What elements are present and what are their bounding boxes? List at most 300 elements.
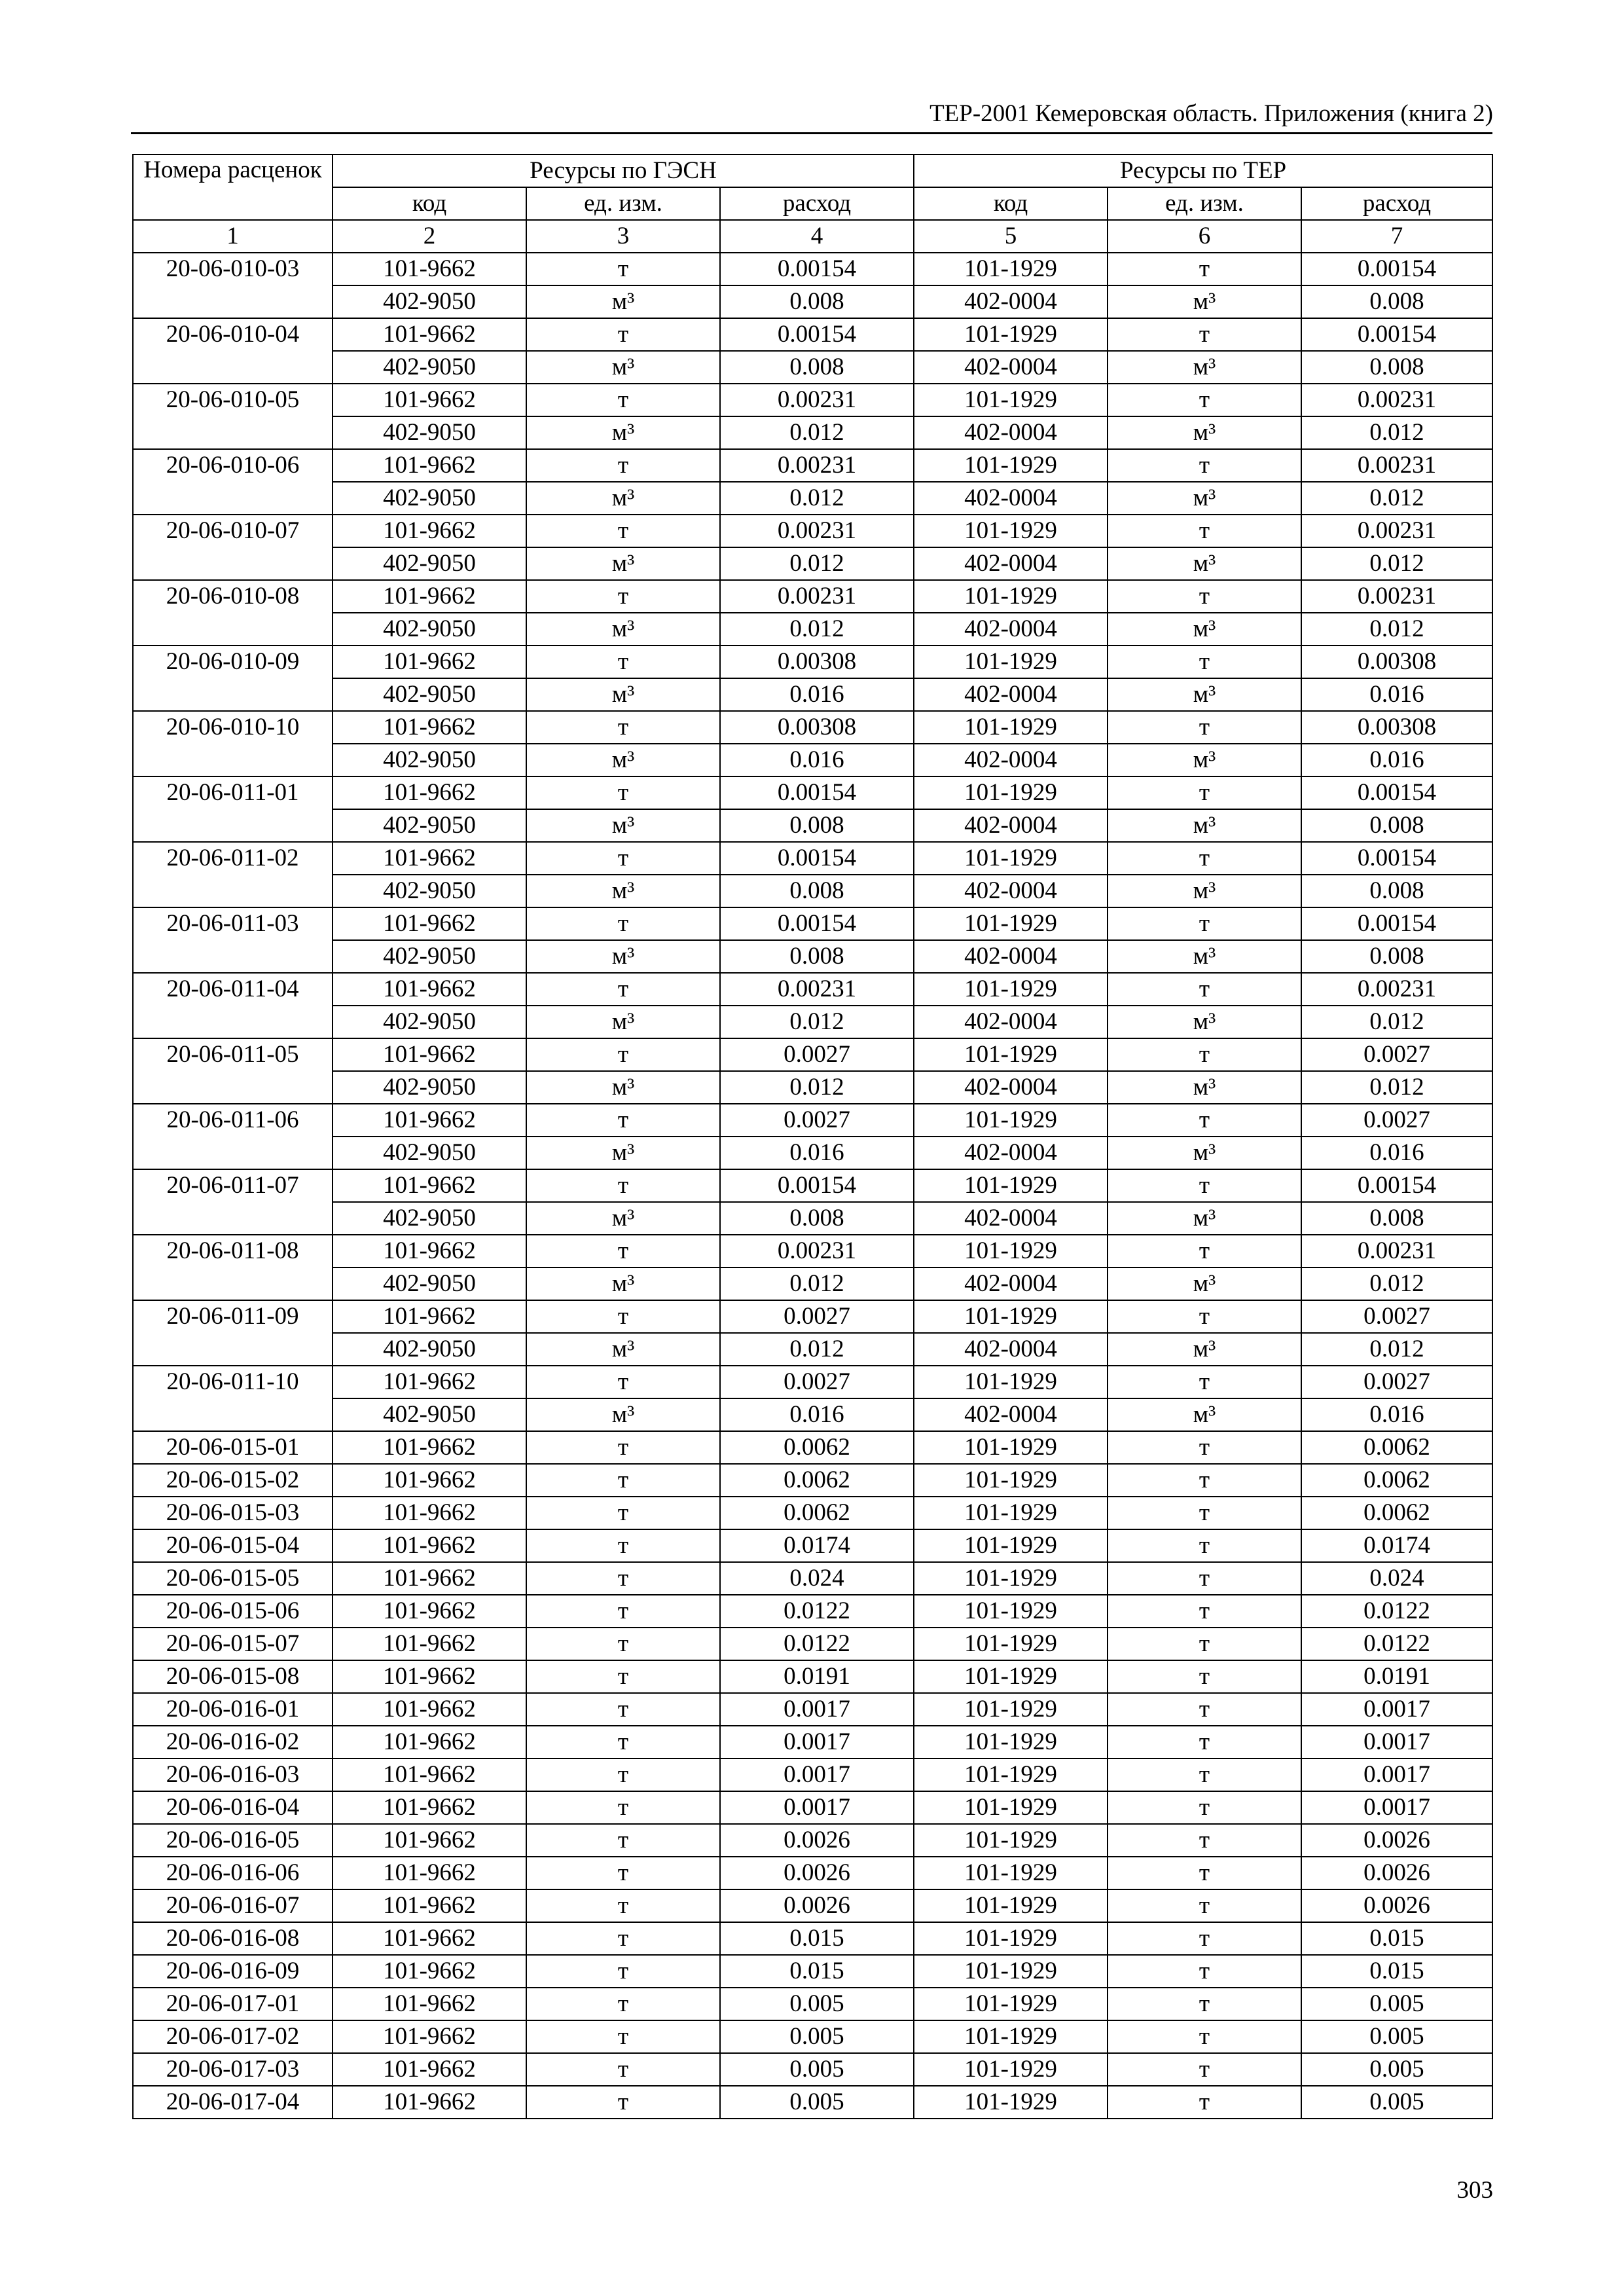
ter-unit-cell: т <box>1108 1791 1301 1824</box>
ter-unit-cell: т <box>1108 1104 1301 1137</box>
ter-consumption-cell: 0.008 <box>1301 875 1492 907</box>
ter-code-cell: 101-1929 <box>914 515 1108 547</box>
gesn-consumption-cell: 0.005 <box>720 2020 914 2053</box>
ter-consumption-cell: 0.0062 <box>1301 1464 1492 1497</box>
ter-consumption-cell: 0.00154 <box>1301 318 1492 351</box>
ter-unit-cell: м³ <box>1108 1071 1301 1104</box>
ter-unit-cell: т <box>1108 1824 1301 1857</box>
head-row-1 <box>133 155 1492 187</box>
table-row <box>133 449 1492 482</box>
gesn-consumption-cell: 0.00154 <box>720 842 914 875</box>
gesn-consumption-cell: 0.024 <box>720 1562 914 1595</box>
gesn-consumption-cell: 0.0017 <box>720 1791 914 1824</box>
ter-code-cell: 101-1929 <box>914 842 1108 875</box>
gesn-unit-cell: т <box>526 384 720 416</box>
table-row <box>133 1333 1492 1366</box>
ter-code-cell: 101-1929 <box>914 1824 1108 1857</box>
ter-code-cell: 101-1929 <box>914 1431 1108 1464</box>
ter-code-cell: 101-1929 <box>914 1595 1108 1628</box>
gesn-consumption-cell: 0.008 <box>720 940 914 973</box>
gesn-unit-cell: м³ <box>526 547 720 580</box>
gesn-code-cell: 101-9662 <box>333 1726 526 1758</box>
gesn-unit-cell: м³ <box>526 1398 720 1431</box>
gesn-consumption-cell: 0.0017 <box>720 1693 914 1726</box>
rate-number-cell: 20-06-010-07 <box>133 515 333 580</box>
table-row <box>133 1562 1492 1595</box>
gesn-code-cell: 101-9662 <box>333 2020 526 2053</box>
ter-consumption-cell: 0.0017 <box>1301 1693 1492 1726</box>
ter-unit-cell: м³ <box>1108 1006 1301 1038</box>
gesn-consumption-cell: 0.005 <box>720 1988 914 2020</box>
table-row <box>133 973 1492 1006</box>
ter-unit-cell: т <box>1108 1235 1301 1267</box>
ter-code-cell: 101-1929 <box>914 384 1108 416</box>
table-row <box>133 907 1492 940</box>
ter-unit-cell: т <box>1108 1857 1301 1889</box>
table-row <box>133 1922 1492 1955</box>
ter-unit-cell: т <box>1108 842 1301 875</box>
ter-consumption-cell: 0.016 <box>1301 744 1492 776</box>
ter-unit-cell: т <box>1108 1660 1301 1693</box>
ter-unit-cell: т <box>1108 1431 1301 1464</box>
table-row <box>133 2053 1492 2086</box>
gesn-code-cell: 402-9050 <box>333 1006 526 1038</box>
ter-consumption-cell: 0.008 <box>1301 351 1492 384</box>
rate-number-cell: 20-06-011-07 <box>133 1169 333 1235</box>
ter-code-cell: 101-1929 <box>914 1628 1108 1660</box>
ter-consumption-cell: 0.012 <box>1301 547 1492 580</box>
gesn-code-cell: 402-9050 <box>333 1137 526 1169</box>
table-row <box>133 1857 1492 1889</box>
rate-number-cell: 20-06-011-04 <box>133 973 333 1038</box>
gesn-unit-cell: т <box>526 907 720 940</box>
ter-consumption-cell: 0.0017 <box>1301 1758 1492 1791</box>
ter-consumption-cell: 0.00154 <box>1301 1169 1492 1202</box>
gesn-code-cell: 402-9050 <box>333 547 526 580</box>
ter-consumption-cell: 0.0027 <box>1301 1104 1492 1137</box>
gesn-code-cell: 101-9662 <box>333 711 526 744</box>
gesn-code-cell: 101-9662 <box>333 2053 526 2086</box>
header-rule <box>131 132 1492 134</box>
table-row <box>133 1006 1492 1038</box>
table-body <box>133 253 1492 2119</box>
gesn-code-cell: 101-9662 <box>333 1562 526 1595</box>
rate-number-cell: 20-06-015-08 <box>133 1660 333 1693</box>
ter-code-cell: 402-0004 <box>914 744 1108 776</box>
ter-consumption-cell: 0.008 <box>1301 285 1492 318</box>
gesn-unit-cell: т <box>526 2053 720 2086</box>
table-row <box>133 482 1492 515</box>
ter-unit-cell: т <box>1108 2020 1301 2053</box>
table-row <box>133 613 1492 646</box>
ter-consumption-cell: 0.015 <box>1301 1922 1492 1955</box>
gesn-unit-cell: т <box>526 1300 720 1333</box>
table-row <box>133 1071 1492 1104</box>
table-row <box>133 2086 1492 2119</box>
gesn-consumption-cell: 0.016 <box>720 744 914 776</box>
table-row <box>133 1398 1492 1431</box>
ter-consumption-cell: 0.012 <box>1301 482 1492 515</box>
ter-unit-cell: м³ <box>1108 678 1301 711</box>
table-head <box>133 155 1492 253</box>
gesn-code-cell: 101-9662 <box>333 776 526 809</box>
gesn-unit-cell: т <box>526 1169 720 1202</box>
ter-unit-cell: т <box>1108 449 1301 482</box>
gesn-unit-cell: т <box>526 1235 720 1267</box>
ter-unit-cell: т <box>1108 1497 1301 1529</box>
gesn-unit-cell: м³ <box>526 1333 720 1366</box>
rate-number-cell: 20-06-015-03 <box>133 1497 333 1529</box>
table-row <box>133 1758 1492 1791</box>
col-number: 5 <box>914 220 1108 253</box>
ter-consumption-cell: 0.00231 <box>1301 580 1492 613</box>
rate-number-cell: 20-06-015-07 <box>133 1628 333 1660</box>
gesn-consumption-cell: 0.016 <box>720 1398 914 1431</box>
gesn-code-cell: 101-9662 <box>333 318 526 351</box>
gesn-code-cell: 101-9662 <box>333 1693 526 1726</box>
gesn-code-cell: 101-9662 <box>333 253 526 285</box>
ter-unit-cell: т <box>1108 1758 1301 1791</box>
gesn-consumption-cell: 0.008 <box>720 875 914 907</box>
ter-unit-cell: т <box>1108 1693 1301 1726</box>
gesn-consumption-cell: 0.00231 <box>720 515 914 547</box>
rate-number-cell: 20-06-011-09 <box>133 1300 333 1366</box>
ter-consumption-cell: 0.012 <box>1301 1267 1492 1300</box>
table-row <box>133 1726 1492 1758</box>
gesn-code-cell: 101-9662 <box>333 1889 526 1922</box>
ter-code-cell: 101-1929 <box>914 907 1108 940</box>
ter-consumption-cell: 0.012 <box>1301 1006 1492 1038</box>
ter-unit-cell: т <box>1108 384 1301 416</box>
rate-number-cell: 20-06-010-08 <box>133 580 333 646</box>
ter-consumption-cell: 0.012 <box>1301 416 1492 449</box>
gesn-code-cell: 101-9662 <box>333 1660 526 1693</box>
ter-unit-cell: т <box>1108 2053 1301 2086</box>
ter-code-cell: 101-1929 <box>914 973 1108 1006</box>
ter-code-cell: 101-1929 <box>914 1758 1108 1791</box>
gesn-code-cell: 101-9662 <box>333 1529 526 1562</box>
ter-unit-cell: т <box>1108 1529 1301 1562</box>
ter-code-header: код <box>914 187 1108 220</box>
gesn-consumption-cell: 0.0017 <box>720 1758 914 1791</box>
ter-code-cell: 402-0004 <box>914 875 1108 907</box>
ter-consumption-cell: 0.008 <box>1301 940 1492 973</box>
ter-unit-cell: м³ <box>1108 940 1301 973</box>
gesn-unit-cell: т <box>526 1758 720 1791</box>
ter-code-cell: 101-1929 <box>914 1562 1108 1595</box>
rate-number-cell: 20-06-017-03 <box>133 2053 333 2086</box>
gesn-consumption-cell: 0.005 <box>720 2053 914 2086</box>
gesn-consumption-cell: 0.0122 <box>720 1595 914 1628</box>
gesn-consumption-cell: 0.012 <box>720 1071 914 1104</box>
col-number: 3 <box>526 220 720 253</box>
running-header: ТЕР-2001 Кемеровская область. Приложения (книга 2) <box>929 100 1493 127</box>
ter-code-cell: 402-0004 <box>914 547 1108 580</box>
gesn-code-cell: 402-9050 <box>333 613 526 646</box>
ter-consumption-cell: 0.0027 <box>1301 1300 1492 1333</box>
ter-consumption-cell: 0.012 <box>1301 1071 1492 1104</box>
ter-consumption-cell: 0.005 <box>1301 2086 1492 2119</box>
gesn-consumption-cell: 0.016 <box>720 678 914 711</box>
ter-unit-cell: м³ <box>1108 1267 1301 1300</box>
rate-number-cell: 20-06-011-02 <box>133 842 333 907</box>
gesn-code-cell: 101-9662 <box>333 1922 526 1955</box>
table-row <box>133 744 1492 776</box>
gesn-code-cell: 101-9662 <box>333 1038 526 1071</box>
gesn-unit-cell: м³ <box>526 1267 720 1300</box>
table-row <box>133 1660 1492 1693</box>
table-row <box>133 1595 1492 1628</box>
table-row <box>133 776 1492 809</box>
rate-number-cell: 20-06-016-09 <box>133 1955 333 1988</box>
gesn-code-cell: 101-9662 <box>333 1464 526 1497</box>
gesn-code-cell: 101-9662 <box>333 907 526 940</box>
gesn-unit-cell: т <box>526 1726 720 1758</box>
ter-consumption-cell: 0.0027 <box>1301 1038 1492 1071</box>
gesn-unit-cell: м³ <box>526 744 720 776</box>
table-row <box>133 1300 1492 1333</box>
gesn-consumption-cell: 0.00154 <box>720 253 914 285</box>
ter-unit-cell: т <box>1108 1955 1301 1988</box>
gesn-unit-cell: т <box>526 1104 720 1137</box>
ter-code-cell: 101-1929 <box>914 1889 1108 1922</box>
rate-number-cell: 20-06-017-02 <box>133 2020 333 2053</box>
ter-code-cell: 402-0004 <box>914 678 1108 711</box>
gesn-consumption-cell: 0.012 <box>720 1267 914 1300</box>
ter-code-cell: 402-0004 <box>914 416 1108 449</box>
rate-number-cell: 20-06-015-05 <box>133 1562 333 1595</box>
rate-number-cell: 20-06-016-06 <box>133 1857 333 1889</box>
ter-code-cell: 101-1929 <box>914 449 1108 482</box>
gesn-code-cell: 402-9050 <box>333 482 526 515</box>
rate-number-cell: 20-06-011-03 <box>133 907 333 973</box>
ter-code-cell: 101-1929 <box>914 2020 1108 2053</box>
gesn-code-cell: 402-9050 <box>333 744 526 776</box>
gesn-code-cell: 402-9050 <box>333 1071 526 1104</box>
ter-unit-cell: м³ <box>1108 875 1301 907</box>
table-row <box>133 1693 1492 1726</box>
ter-code-cell: 402-0004 <box>914 1202 1108 1235</box>
gesn-resources-header: Ресурсы по ГЭСН <box>333 155 914 187</box>
ter-unit-cell: м³ <box>1108 1137 1301 1169</box>
ter-code-cell: 101-1929 <box>914 1464 1108 1497</box>
table-row <box>133 1628 1492 1660</box>
gesn-code-header: код <box>333 187 526 220</box>
ter-unit-cell: т <box>1108 907 1301 940</box>
gesn-unit-cell: т <box>526 1660 720 1693</box>
gesn-unit-cell: т <box>526 1955 720 1988</box>
gesn-code-cell: 101-9662 <box>333 1104 526 1137</box>
gesn-unit-cell: т <box>526 580 720 613</box>
gesn-unit-cell: т <box>526 776 720 809</box>
col-number: 1 <box>133 220 333 253</box>
gesn-consumption-cell: 0.00308 <box>720 711 914 744</box>
ter-consumption-cell: 0.00154 <box>1301 907 1492 940</box>
ter-unit-cell: т <box>1108 776 1301 809</box>
ter-consumption-cell: 0.016 <box>1301 1137 1492 1169</box>
ter-unit-cell: м³ <box>1108 351 1301 384</box>
gesn-unit-cell: т <box>526 1988 720 2020</box>
ter-code-cell: 101-1929 <box>914 1366 1108 1398</box>
ter-code-cell: 101-1929 <box>914 1497 1108 1529</box>
gesn-unit-cell: т <box>526 1693 720 1726</box>
ter-unit-header: ед. изм. <box>1108 187 1301 220</box>
gesn-unit-cell: м³ <box>526 875 720 907</box>
rate-numbers-header: Номера расценок <box>133 155 333 220</box>
ter-unit-cell: т <box>1108 1889 1301 1922</box>
ter-consumption-cell: 0.00154 <box>1301 253 1492 285</box>
table-row <box>133 253 1492 285</box>
ter-consumption-cell: 0.0174 <box>1301 1529 1492 1562</box>
table-row <box>133 1431 1492 1464</box>
ter-unit-cell: м³ <box>1108 744 1301 776</box>
ter-code-cell: 402-0004 <box>914 613 1108 646</box>
ter-code-cell: 402-0004 <box>914 482 1108 515</box>
rate-number-cell: 20-06-010-09 <box>133 646 333 711</box>
table-row <box>133 1169 1492 1202</box>
ter-consumption-cell: 0.005 <box>1301 2053 1492 2086</box>
ter-code-cell: 101-1929 <box>914 1791 1108 1824</box>
table-row <box>133 940 1492 973</box>
gesn-unit-cell: т <box>526 515 720 547</box>
ter-consumption-cell: 0.00154 <box>1301 776 1492 809</box>
ter-consumption-cell: 0.016 <box>1301 1398 1492 1431</box>
ter-consumption-header: расход <box>1301 187 1492 220</box>
gesn-unit-cell: т <box>526 1431 720 1464</box>
page-number: 303 <box>1456 2177 1493 2204</box>
ter-consumption-cell: 0.0191 <box>1301 1660 1492 1693</box>
table-row <box>133 285 1492 318</box>
ter-unit-cell: т <box>1108 1922 1301 1955</box>
ter-consumption-cell: 0.00231 <box>1301 515 1492 547</box>
gesn-consumption-cell: 0.0027 <box>720 1300 914 1333</box>
ter-unit-cell: м³ <box>1108 482 1301 515</box>
rate-number-cell: 20-06-011-10 <box>133 1366 333 1431</box>
table-row <box>133 1366 1492 1398</box>
table-row <box>133 318 1492 351</box>
ter-unit-cell: т <box>1108 253 1301 285</box>
rate-number-cell: 20-06-017-04 <box>133 2086 333 2119</box>
ter-code-cell: 101-1929 <box>914 253 1108 285</box>
ter-code-cell: 402-0004 <box>914 285 1108 318</box>
ter-unit-cell: т <box>1108 1366 1301 1398</box>
ter-code-cell: 101-1929 <box>914 711 1108 744</box>
table-row <box>133 1497 1492 1529</box>
rate-number-cell: 20-06-015-01 <box>133 1431 333 1464</box>
table-row <box>133 580 1492 613</box>
gesn-code-cell: 402-9050 <box>333 285 526 318</box>
ter-code-cell: 101-1929 <box>914 2053 1108 2086</box>
ter-unit-cell: т <box>1108 515 1301 547</box>
ter-consumption-cell: 0.012 <box>1301 613 1492 646</box>
ter-unit-cell: т <box>1108 1038 1301 1071</box>
gesn-unit-cell: т <box>526 318 720 351</box>
ter-consumption-cell: 0.0026 <box>1301 1824 1492 1857</box>
gesn-unit-cell: м³ <box>526 1006 720 1038</box>
gesn-unit-cell: т <box>526 1824 720 1857</box>
ter-unit-cell: м³ <box>1108 613 1301 646</box>
gesn-consumption-cell: 0.0191 <box>720 1660 914 1693</box>
ter-code-cell: 402-0004 <box>914 809 1108 842</box>
gesn-consumption-cell: 0.005 <box>720 2086 914 2119</box>
gesn-consumption-cell: 0.00154 <box>720 318 914 351</box>
gesn-consumption-cell: 0.0017 <box>720 1726 914 1758</box>
rate-number-cell: 20-06-016-05 <box>133 1824 333 1857</box>
column-numbers-row <box>133 220 1492 253</box>
table-row <box>133 1529 1492 1562</box>
gesn-consumption-cell: 0.012 <box>720 482 914 515</box>
gesn-consumption-cell: 0.012 <box>720 1333 914 1366</box>
ter-unit-cell: т <box>1108 646 1301 678</box>
ter-code-cell: 101-1929 <box>914 1955 1108 1988</box>
gesn-consumption-cell: 0.0027 <box>720 1366 914 1398</box>
gesn-consumption-cell: 0.0027 <box>720 1104 914 1137</box>
ter-consumption-cell: 0.00231 <box>1301 1235 1492 1267</box>
ter-unit-cell: м³ <box>1108 1333 1301 1366</box>
ter-code-cell: 101-1929 <box>914 1169 1108 1202</box>
ter-code-cell: 402-0004 <box>914 1333 1108 1366</box>
gesn-code-cell: 101-9662 <box>333 1235 526 1267</box>
ter-code-cell: 101-1929 <box>914 2086 1108 2119</box>
gesn-consumption-cell: 0.00308 <box>720 646 914 678</box>
table-row <box>133 711 1492 744</box>
gesn-code-cell: 402-9050 <box>333 940 526 973</box>
gesn-code-cell: 101-9662 <box>333 1628 526 1660</box>
rate-number-cell: 20-06-010-05 <box>133 384 333 449</box>
gesn-consumption-cell: 0.008 <box>720 809 914 842</box>
ter-unit-cell: м³ <box>1108 1398 1301 1431</box>
gesn-unit-cell: т <box>526 711 720 744</box>
gesn-consumption-cell: 0.016 <box>720 1137 914 1169</box>
gesn-consumption-cell: 0.008 <box>720 351 914 384</box>
gesn-code-cell: 402-9050 <box>333 809 526 842</box>
gesn-consumption-cell: 0.012 <box>720 416 914 449</box>
gesn-unit-cell: т <box>526 2086 720 2119</box>
rate-number-cell: 20-06-016-03 <box>133 1758 333 1791</box>
rate-number-cell: 20-06-011-06 <box>133 1104 333 1169</box>
table-row <box>133 1104 1492 1137</box>
gesn-code-cell: 101-9662 <box>333 1791 526 1824</box>
gesn-consumption-cell: 0.0174 <box>720 1529 914 1562</box>
ter-unit-cell: т <box>1108 2086 1301 2119</box>
gesn-code-cell: 101-9662 <box>333 384 526 416</box>
gesn-consumption-cell: 0.0026 <box>720 1824 914 1857</box>
ter-code-cell: 101-1929 <box>914 776 1108 809</box>
ter-code-cell: 101-1929 <box>914 1693 1108 1726</box>
ter-unit-cell: м³ <box>1108 1202 1301 1235</box>
gesn-code-cell: 402-9050 <box>333 1202 526 1235</box>
rate-number-cell: 20-06-011-08 <box>133 1235 333 1300</box>
gesn-consumption-cell: 0.00231 <box>720 1235 914 1267</box>
rate-number-cell: 20-06-010-03 <box>133 253 333 318</box>
ter-consumption-cell: 0.005 <box>1301 1988 1492 2020</box>
rate-number-cell: 20-06-016-01 <box>133 1693 333 1726</box>
table-row <box>133 351 1492 384</box>
gesn-unit-cell: т <box>526 973 720 1006</box>
rate-number-cell: 20-06-011-01 <box>133 776 333 842</box>
gesn-consumption-cell: 0.008 <box>720 1202 914 1235</box>
table-row <box>133 809 1492 842</box>
gesn-consumption-cell: 0.0062 <box>720 1431 914 1464</box>
table-row <box>133 842 1492 875</box>
ter-code-cell: 101-1929 <box>914 318 1108 351</box>
gesn-code-cell: 101-9662 <box>333 2086 526 2119</box>
gesn-unit-cell: т <box>526 1791 720 1824</box>
table-row <box>133 384 1492 416</box>
rate-number-cell: 20-06-016-02 <box>133 1726 333 1758</box>
col-number: 6 <box>1108 220 1301 253</box>
ter-consumption-cell: 0.008 <box>1301 1202 1492 1235</box>
